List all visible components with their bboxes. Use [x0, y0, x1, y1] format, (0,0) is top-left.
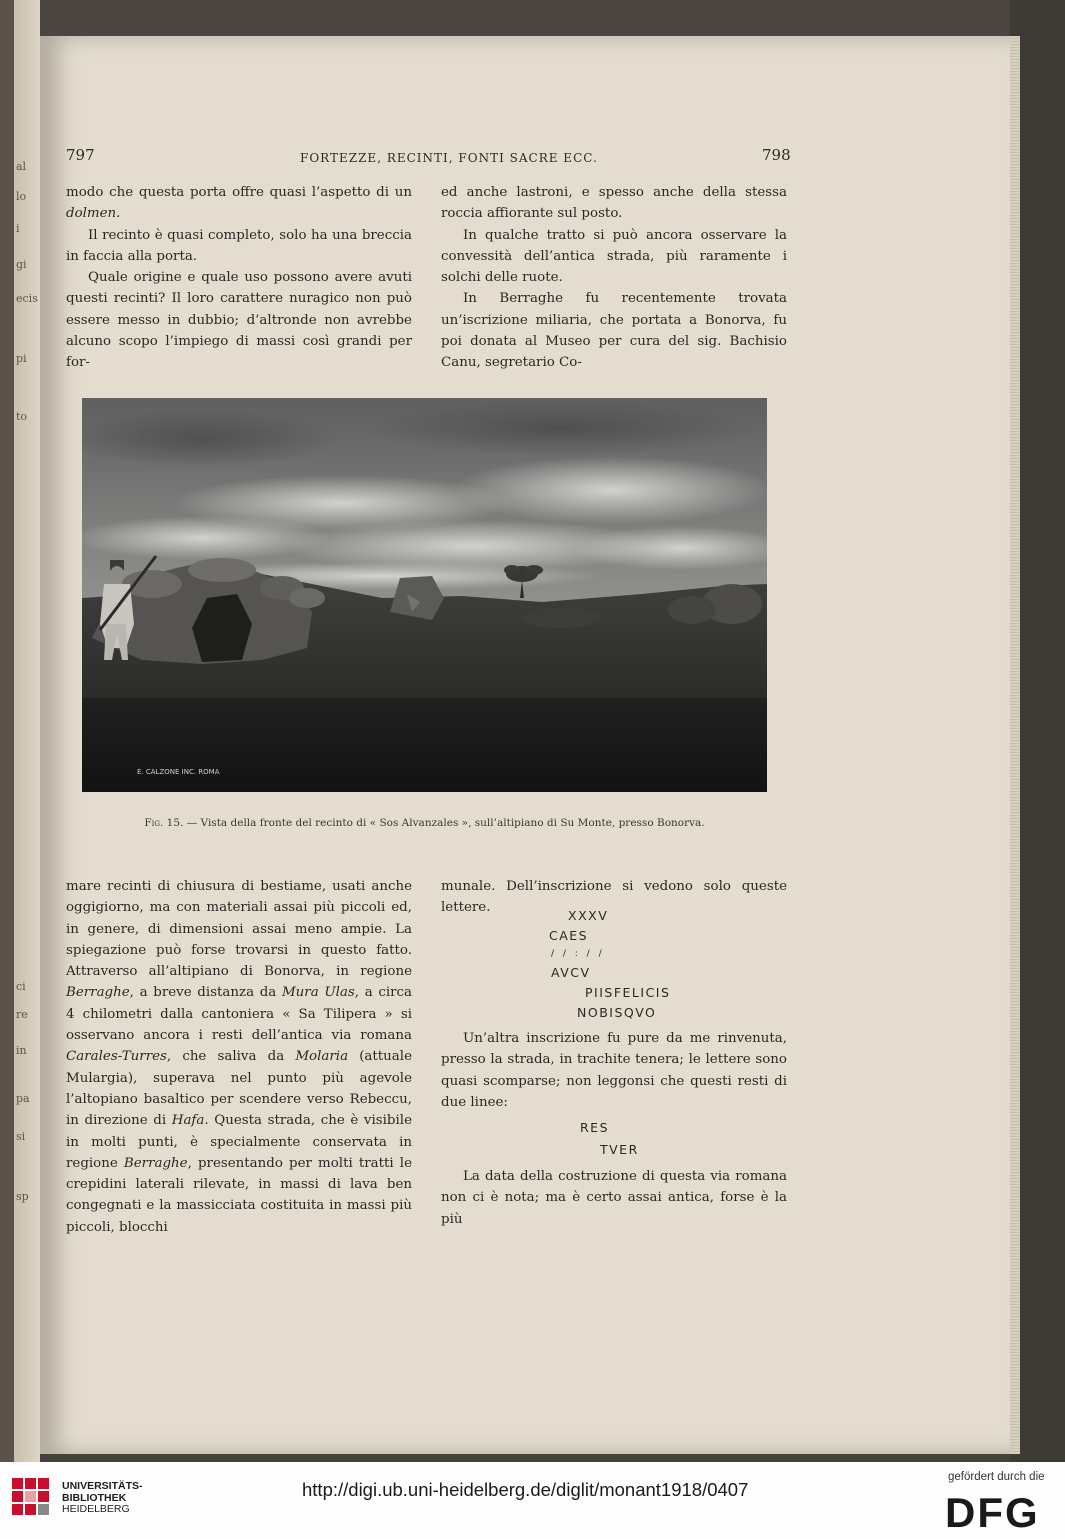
engraver-mark-text: E. CALZONE INC. ROMA — [137, 768, 220, 776]
paragraph: In qualche tratto si può ancora osservare la convessità dell’antica strada, più raramente i solchi delle ruote. — [441, 227, 787, 286]
text: , presentando per molti tratti le crepidini laterali rilevate, in massi di lava ben congegnati e la massicciata costituita in massi più piccoli, blocchi — [66, 1155, 412, 1235]
figure-label: Fig. 15. — [144, 817, 184, 829]
foreground-shadow — [82, 698, 767, 792]
italic-term: dolmen. — [66, 206, 121, 222]
paragraph: Un’altra inscrizione fu pure da me rinvenuta, presso la strada, in trachite tenera; le lettere sono quasi scomparse; non leggonsi che questi resti di due linee: — [441, 1031, 787, 1110]
dfg-logo-text — [945, 1490, 1040, 1532]
paragraph: ed anche lastroni, e spesso anche della stessa roccia affiorante sul posto. — [441, 185, 787, 222]
column-bottom-right-2 — [441, 1028, 787, 1113]
gutter-fragment: al — [16, 160, 27, 173]
inscription-line: PIISFELICIS — [585, 985, 671, 1000]
column-top-right — [441, 182, 787, 374]
caption-text: — Vista della fronte del recinto di « Sos Alvanzales », sull’altipiano di Su Monte, presso Bonorva. — [183, 817, 705, 829]
paragraph: La data della costruzione di questa via romana non ci è nota; ma è certo assai antica, forse è la più — [441, 1169, 787, 1227]
gutter-fragment: gi — [16, 258, 27, 271]
paragraph: Quale origine e quale uso possono avere avuti questi recinti? Il loro carattere nuragico non può essere messo in dubbio; d’altronde non avrebbe alcuno scopo l’impiego di massi così grandi per for- — [66, 270, 412, 371]
left-page-number: 797 — [66, 146, 95, 164]
text: . Questa strada, che è visibile in molti punti, è specialmente conservata in regione — [66, 1113, 412, 1171]
gutter-fragment: pa — [16, 1092, 30, 1105]
gutter-fragment: in — [16, 1044, 27, 1057]
inscription-line: XXXV — [568, 908, 609, 923]
paragraph: In Berraghe fu recentemente trovata un’iscrizione miliaria, che portata a Bonorva, fu poi donata al Museo per cura del sig. Bachisio Canu, segretario Co- — [441, 291, 787, 371]
text: , a breve distanza da — [129, 985, 282, 1001]
column-bottom-right-3 — [441, 1166, 787, 1230]
inscription-line: TVER — [600, 1142, 639, 1157]
landscape-photo — [82, 398, 767, 792]
gutter-fragment: re — [16, 1008, 28, 1021]
italic-place: Carales-Turres — [66, 1049, 167, 1065]
inscription-line: NOBISQVO — [577, 1005, 657, 1020]
column-bottom-right — [441, 876, 787, 919]
gutter-fragment: to — [16, 410, 28, 423]
italic-place: Molaria — [295, 1049, 349, 1065]
running-title: FORTEZZE, RECINTI, FONTI SACRE ECC. — [300, 151, 598, 165]
gutter-fragment: i — [16, 222, 20, 235]
column-top-left — [66, 182, 412, 374]
library-line: HEIDELBERG — [62, 1503, 130, 1515]
gutter-fragment: si — [16, 1130, 26, 1143]
text: , che saliva da — [166, 1049, 296, 1065]
library-name — [62, 1481, 143, 1516]
book-binding-edge — [0, 0, 14, 1462]
gutter-fragment: ecis — [16, 292, 38, 305]
text: , a circa 4 chilometri dalla cantoniera « Sa Tilipera » si osservano ancora i resti dell’antica via romana — [66, 985, 413, 1044]
inscription-line: AVCV — [551, 965, 591, 980]
paragraph — [66, 876, 412, 1238]
gutter-fragment: sp — [16, 1190, 29, 1203]
inscription-line: CAES — [549, 928, 589, 943]
dfg-letters: DFG — [945, 1490, 1040, 1532]
figure-caption — [82, 817, 767, 829]
gutter-fragment: lo — [16, 190, 27, 203]
italic-place: Berraghe — [123, 1155, 188, 1171]
text: modo che questa porta offre quasi l’aspetto di un — [66, 185, 412, 200]
gutter-fragment: pi — [16, 352, 27, 365]
permalink-url[interactable]: http://digi.ub.uni-heidelberg.de/diglit/monant1918/0407 — [302, 1479, 749, 1500]
figure-photograph — [82, 398, 767, 792]
paragraph — [66, 182, 412, 225]
gutter-fragment: ci — [16, 980, 26, 993]
scan-top-margin — [14, 0, 1065, 40]
text: mare recinti di chiusura di bestiame, usati anche oggigiorno, ma con materiali assai più piccoli ed, in genere, di dimensioni assai meno ampie. La spiegazione può forse trovarsi in questo fatto. Attraverso all’altipiano di Bonorva, in regione — [66, 879, 412, 980]
funded-by-label: gefördert durch die — [948, 1471, 1045, 1483]
italic-place: Hafa — [171, 1113, 205, 1129]
facing-page-gutter — [14, 0, 40, 1462]
library-line: UNIVERSITÄTS- — [62, 1480, 143, 1492]
italic-place: Berraghe — [66, 985, 130, 1001]
column-bottom-left — [66, 876, 412, 1238]
dfg-logo — [945, 1490, 1055, 1532]
inscription-line: RES — [580, 1120, 610, 1135]
page-stack-edges — [1010, 36, 1020, 1454]
inscription-line: / / : / / — [551, 949, 605, 959]
text: (attuale Mulargia), superava nel punto più agevole l’altopiano basaltico per scendere verso Rebeccu, in direzione di — [66, 1049, 412, 1129]
italic-place: Mura Ulas — [281, 985, 355, 1001]
paragraph: munale. Dell’inscrizione si vedono solo queste lettere. — [441, 879, 787, 916]
engraver-mark — [137, 768, 220, 776]
library-line: BIBLIOTHEK — [62, 1491, 127, 1504]
paragraph: Il recinto è quasi completo, solo ha una breccia in faccia alla porta. — [66, 227, 412, 264]
right-page-number: 798 — [762, 146, 791, 164]
